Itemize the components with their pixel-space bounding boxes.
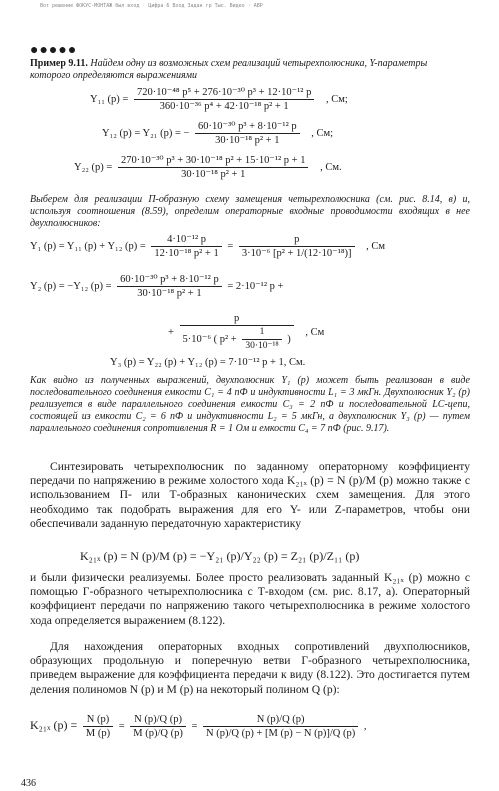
y2-den-coeff: 5·10⁻⁶: [182, 333, 211, 345]
example-heading: [30, 58, 470, 82]
paragraph-choose-scheme: Выберем для реализации П-образную схему замещения четырехполюсника (см. рис. 8.14, в) и, используя соотношения (8.59), определим операторные входные проводимости входящих в нее двухполюсников:: [30, 194, 470, 229]
y1-unit: , См: [366, 240, 386, 252]
paragraph-synthesis: Синтезировать четырехполюсник по заданному операторному коэффициенту передачи по напряжению в режиме холостого хода K₂₁ₓ (p) = N (p)/M (p) можно также с использованием П- или Т-образных канонических схем замещения. Для этого необходимо так подобрать выражения для его Y- или Z-параметров, чтобы они обеспечивали заданную передаточную характеристику: [30, 460, 470, 530]
y1-b-denominator: 3·10⁻⁶ [p² + 1/(12·10⁻¹⁸)]: [241, 248, 352, 259]
y2-second-fraction: [180, 312, 294, 353]
kf-fraction-b: [130, 713, 186, 740]
y22-numerator: 270·10⁻³⁰ p³ + 30·10⁻¹⁸ p² + 15·10⁻¹² p + 1: [118, 154, 309, 168]
y1-fraction-b: [239, 233, 355, 260]
kf-fraction-a: [83, 713, 113, 740]
equation-y1: [30, 233, 385, 260]
section-dots: ●●●●●: [30, 43, 78, 58]
y1-a-numerator: 4·10⁻¹² p: [151, 233, 221, 247]
example-number: Пример 9.11.: [30, 58, 88, 69]
y12-lhs: Y₁₂ (p) = Y₂₁ (p) = −: [102, 127, 190, 139]
y2-rhs: = 2·10⁻¹² p +: [227, 280, 284, 292]
y12-denominator: 30·10⁻¹⁸ p² + 1: [215, 135, 280, 146]
equation-y12: [102, 120, 333, 147]
y1-equals: =: [227, 240, 234, 252]
y1-b-numerator: p: [239, 233, 355, 247]
kf-equals-2: =: [191, 720, 198, 732]
y12-unit: , См;: [311, 127, 334, 139]
kf-a-denominator: M (p): [85, 728, 111, 739]
y2-fraction: [117, 273, 222, 300]
equation-y3: Y₃ (p) = Y₂₂ (p) + Y₁₂ (p) = 7·10⁻¹² p + 1, См.: [110, 357, 306, 368]
y2-second-denominator: [180, 326, 294, 353]
kf-tail: ,: [363, 720, 367, 732]
y11-lhs: Y₁₁ (p) =: [90, 93, 129, 105]
page-number: 436: [21, 778, 36, 789]
y11-fraction: [134, 86, 314, 113]
paragraph-physical: и были физически реализуемы. Более просто реализовать заданный K₂₁ₓ (p) можно с помощью Г-образного четырехполюсника с Т-входом (см. рис. 8.17, а). Операторный коэффициент передачи по напряжению такого четырехполюсника в режиме холостого хода определяется выражением (8.122).: [30, 571, 470, 627]
y11-numerator: 720·10⁻⁴⁸ p⁵ + 276·10⁻³⁰ p³ + 12·10⁻¹² p: [134, 86, 314, 100]
y12-fraction: [195, 120, 300, 147]
y11-denominator: 360·10⁻³⁶ p⁴ + 42·10⁻¹⁸ p² + 1: [159, 101, 289, 112]
kf-lhs: K₂₁ₓ (p) =: [30, 717, 78, 732]
y2-inner-numerator: 1: [242, 326, 281, 340]
y1-lhs: Y₁ (p) = Y₁₁ (p) + Y₁₂ (p) =: [30, 240, 146, 252]
y12-numerator: 60·10⁻³⁰ p³ + 8·10⁻¹² p: [195, 120, 300, 134]
kf-b-denominator: M (p)/Q (p): [133, 728, 183, 739]
y2-unit: , См: [305, 326, 325, 338]
paragraph-realization: Как видно из полученных выражений, двухполюсник Y₁ (p) может быть реализован в виде последовательного соединения емкости C₁ = 4 пФ и индуктивности L₁ = 3 мкГн. Двухполюсник Y₂ (p) реализуется в виде параллельного соединения емкости C₃ = 2 пФ и последовательной LC-цепи, состоящей из емкости C₂ = 6 пФ и индуктивности L₂ = 5 мкГн, а двухполюсник Y₃ (p) — путем параллельного соединения сопротивления R = 1 Ом и емкости C₄ = 7 пФ (рис. 9.17).: [30, 375, 470, 434]
y2-lhs: Y₂ (p) = −Y₁₂ (p) =: [30, 280, 112, 292]
kf-equals-1: =: [118, 720, 125, 732]
y22-unit: , См.: [320, 161, 342, 173]
y22-fraction: [118, 154, 309, 181]
y22-denominator: 30·10⁻¹⁸ p² + 1: [181, 169, 246, 180]
equation-y2: [30, 273, 283, 300]
y2-inner-fraction: [242, 326, 281, 353]
equation-y11: [90, 86, 348, 113]
y2-inner-denominator: 30·10⁻¹⁸: [245, 341, 279, 351]
y22-lhs: Y₂₂ (p) =: [74, 161, 113, 173]
equation-y2-continued: [168, 312, 324, 353]
y2-den-open: ( p² +: [213, 333, 237, 345]
paragraph-find-impedances: Для нахождения операторных входных сопротивлений двухполюсников, образующих продольную и поперечную ветви Г-образного четырехполюсника, приведем выражение для коэффициента передачи к виду (8.122). Это достигается путем деления полиномов N (p) и M (p) на некоторый полином Q (p):: [30, 640, 470, 696]
y2-second-numerator: p: [180, 312, 294, 326]
kf-a-numerator: N (p): [83, 713, 113, 727]
equation-y22: [74, 154, 342, 181]
y2-numerator: 60·10⁻³⁰ p³ + 8·10⁻¹² p: [117, 273, 222, 287]
y2-plus: +: [168, 326, 174, 338]
y11-unit: , См;: [325, 93, 348, 105]
kf-fraction-c: [203, 713, 358, 740]
kf-c-denominator: N (p)/Q (p) + [M (p) − N (p)]/Q (p): [206, 728, 356, 739]
equation-k21x: K₂₁ₓ (p) = N (p)/M (p) = −Y₂₁ (p)/Y₂₂ (p) = Z₂₁ (p)/Z₁₁ (p): [80, 549, 360, 563]
y1-a-denominator: 12·10⁻¹⁸ p² + 1: [154, 248, 219, 259]
example-text: Найдем одну из возможных схем реализаций четырехполюсника, Y-параметры которого определяются выражениями: [30, 58, 428, 81]
header-scribble: Вот решение ФОКУС-МОНТАЖ был вход · Цифра 6 Вход Задан гр Тыс. Видео · АВР: [40, 3, 263, 9]
kf-b-numerator: N (p)/Q (p): [130, 713, 186, 727]
y2-denominator: 30·10⁻¹⁸ p² + 1: [137, 288, 202, 299]
y2-den-close: ): [287, 333, 291, 345]
y1-fraction-a: [151, 233, 221, 260]
equation-k21x-final: [30, 713, 366, 740]
kf-c-numerator: N (p)/Q (p): [203, 713, 358, 727]
